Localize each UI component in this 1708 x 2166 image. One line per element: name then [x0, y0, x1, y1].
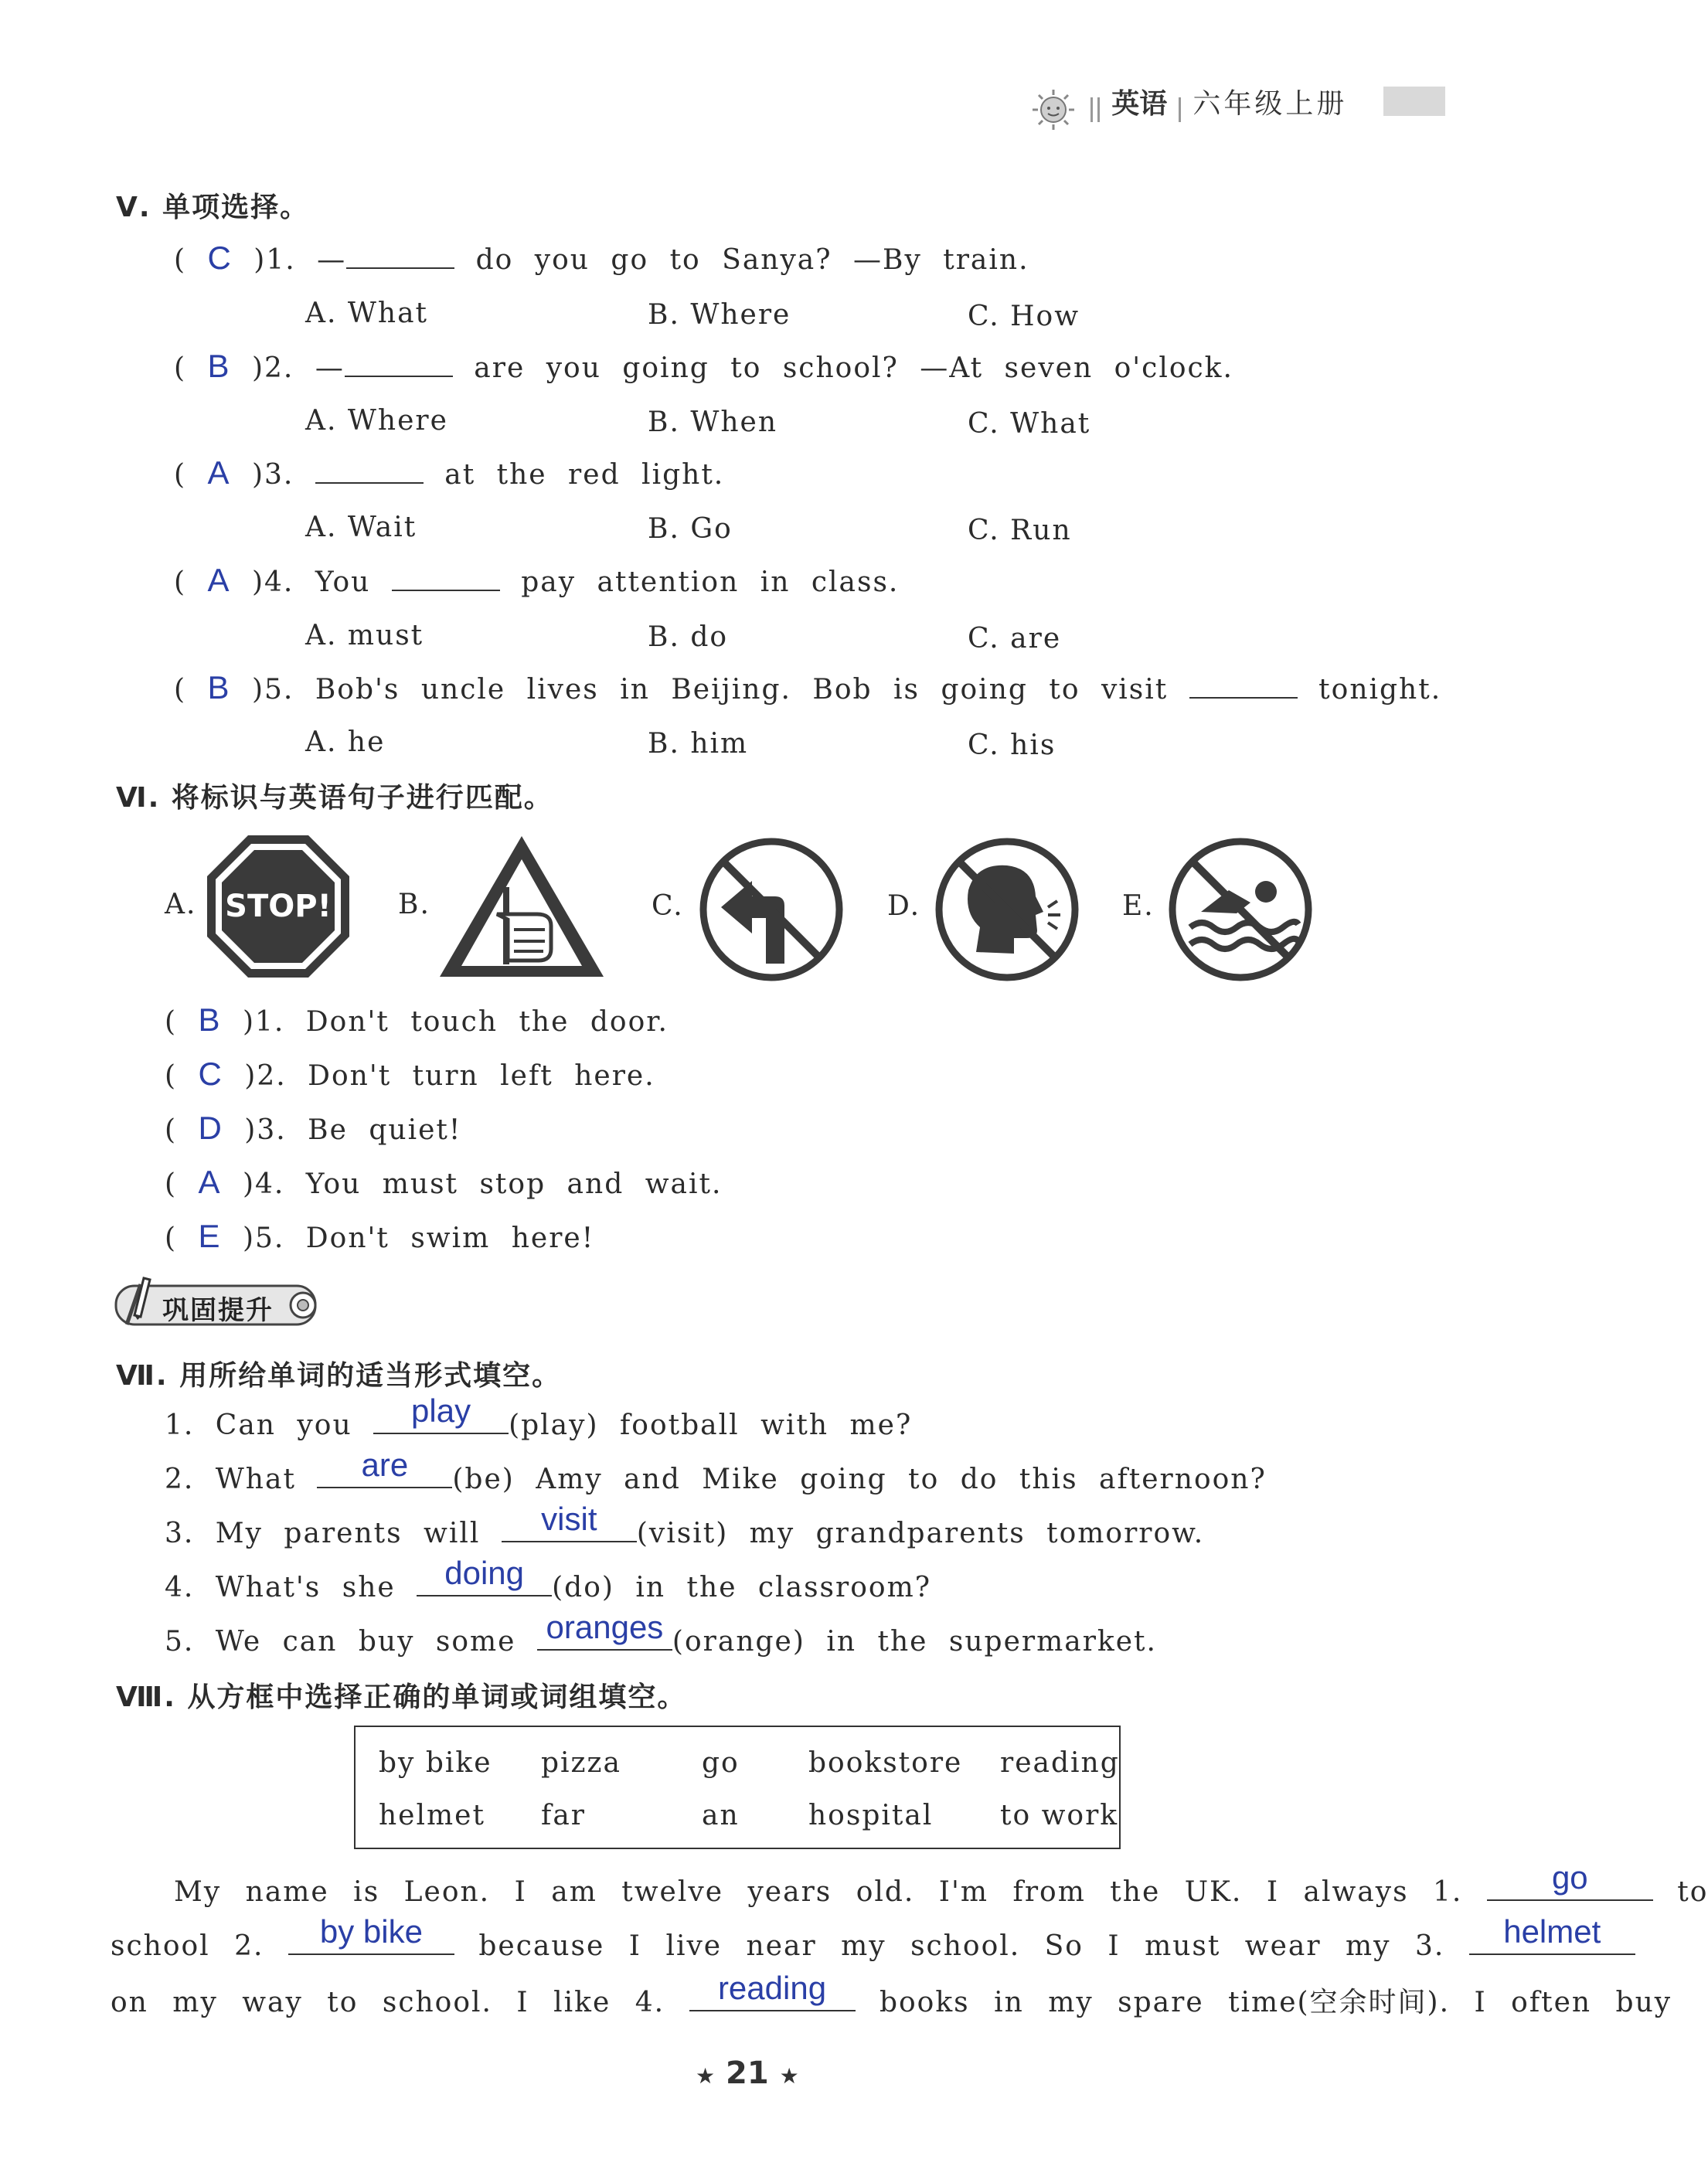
fill-prefix: 4. What's she: [165, 1572, 396, 1603]
subject-label: 英语: [1111, 88, 1168, 120]
match-item-2: ( C )2. Don't turn left here.: [165, 1056, 655, 1092]
sign-letter-c: C.: [652, 890, 684, 922]
question-number: )1.: [253, 244, 296, 276]
star-icon: ★: [779, 2063, 799, 2089]
answer: reading: [717, 1970, 827, 2006]
answer: helmet: [1503, 1913, 1601, 1950]
answer: by bike: [319, 1913, 423, 1950]
header-divider: [1090, 97, 1093, 122]
passage-text: school 2.: [111, 1930, 264, 1962]
header: [1028, 82, 1347, 131]
box-word: bookstore: [808, 1747, 963, 1779]
answer-blank: [502, 1501, 637, 1542]
section-8-title: Ⅷ. 从方框中选择正确的单词或词组填空。: [116, 1681, 687, 1713]
answer: C: [198, 1056, 223, 1092]
sun-logo-icon: [1028, 88, 1079, 131]
answer: oranges: [546, 1609, 664, 1645]
option-b: B. him: [648, 728, 749, 760]
answer: are: [361, 1447, 409, 1483]
fill-prefix: 2. What: [165, 1464, 296, 1495]
question-stem: at the red light.: [444, 459, 725, 491]
sign-letter-b: B.: [398, 889, 430, 920]
fill-item-1: [165, 1392, 913, 1441]
banner-label: 巩固提升: [162, 1295, 274, 1326]
option-b: B. Go: [648, 513, 733, 545]
option-a: A. must: [305, 620, 424, 651]
blank: [315, 456, 424, 484]
option-c: C. How: [968, 301, 1080, 332]
passage-text: My name is Leon. I am twelve years old. I'm from the UK. I always 1.: [174, 1876, 1463, 1908]
answer: visit: [541, 1501, 597, 1537]
blank: [346, 241, 454, 269]
question-stem: do you go to Sanya? —By train.: [475, 244, 1029, 276]
fill-prefix: 5. We can buy some: [165, 1626, 516, 1658]
header-divider: [1097, 97, 1100, 122]
option-b: B. do: [648, 621, 729, 653]
match-text: )4. You must stop and wait.: [242, 1168, 723, 1200]
box-word: hospital: [808, 1800, 934, 1831]
option-a: A. he: [305, 726, 386, 758]
sign-letter-a: A.: [165, 889, 197, 920]
answer: doing: [444, 1555, 525, 1591]
match-text: )2. Don't turn left here.: [244, 1060, 655, 1092]
answer-blank: [537, 1609, 672, 1651]
fill-suffix: (orange) in the supermarket.: [672, 1626, 1157, 1658]
question-stem: tonight.: [1318, 674, 1442, 706]
no-swimming-sign-icon: [1167, 836, 1314, 983]
match-text: )3. Be quiet!: [244, 1114, 462, 1146]
answer: C: [207, 240, 233, 276]
page-number: [696, 2055, 799, 2091]
fill-item-2: [165, 1447, 1267, 1495]
passage-text: to: [1677, 1876, 1708, 1908]
grade-label: 六年级上册: [1193, 88, 1348, 120]
fill-suffix: (play) football with me?: [509, 1409, 913, 1441]
passage-text: on my way to school. I like 4.: [111, 1987, 665, 2018]
mc-question-3: ( A )3. at the red light.: [174, 454, 725, 491]
option-a: A. Where: [305, 405, 448, 437]
box-word: pizza: [541, 1747, 621, 1779]
mc-question-4: ( A )4. You pay attention in class.: [174, 562, 900, 598]
answer-blank: [1469, 1913, 1635, 1955]
box-word: reading: [1000, 1747, 1120, 1779]
answer: A: [207, 562, 231, 598]
question-stem: Bob's uncle lives in Beijing. Bob is going to visit: [315, 674, 1169, 706]
passage-line-1: [174, 1859, 1708, 1908]
question-stem: pay attention in class.: [521, 566, 900, 598]
answer: A: [198, 1164, 222, 1200]
passage-line-2: [111, 1913, 1635, 1962]
answer-blank: [317, 1447, 452, 1488]
passage-text: books in my spare time(空余时间). I often buy: [879, 1987, 1672, 2018]
option-b: B. Where: [648, 299, 791, 331]
match-item-5: ( E )5. Don't swim here!: [165, 1218, 595, 1254]
match-item-1: ( B )1. Don't touch the door.: [165, 1001, 669, 1038]
question-number: )5.: [251, 674, 294, 706]
match-text: )5. Don't swim here!: [242, 1222, 595, 1254]
option-c: C. his: [968, 729, 1056, 761]
word-box: [354, 1726, 1121, 1849]
answer: B: [198, 1001, 222, 1038]
question-stem: You: [315, 566, 371, 598]
passage-line-3: [111, 1970, 1672, 2020]
answer: E: [198, 1218, 222, 1254]
section-banner: [116, 1283, 325, 1329]
blank: [392, 563, 500, 591]
no-talking-sign-icon: [934, 836, 1080, 983]
sign-letter-e: E.: [1122, 890, 1155, 922]
sign-letter-d: D.: [887, 890, 921, 922]
box-word: helmet: [379, 1800, 485, 1831]
fill-item-4: [165, 1555, 932, 1603]
fill-prefix: 1. Can you: [165, 1409, 352, 1441]
question-stem: —: [317, 244, 347, 276]
fill-item-5: [165, 1609, 1157, 1658]
fill-suffix: (be) Amy and Mike going to do this afternoon?: [452, 1464, 1267, 1495]
question-number: )3.: [251, 459, 294, 491]
fill-item-3: [165, 1501, 1205, 1549]
answer-blank: [288, 1913, 454, 1955]
fill-prefix: 3. My parents will: [165, 1518, 481, 1549]
section-5-title: Ⅴ. 单项选择。: [116, 192, 310, 223]
match-item-4: ( A )4. You must stop and wait.: [165, 1164, 723, 1200]
option-b: B. When: [648, 406, 778, 438]
stop-sign-icon: [205, 833, 352, 980]
fill-suffix: (do) in the classroom?: [552, 1572, 932, 1603]
option-a: A. What: [305, 298, 429, 329]
option-c: C. Run: [968, 515, 1072, 546]
star-icon: ★: [696, 2063, 716, 2089]
mc-question-5: ( B )5. Bob's uncle lives in Beijing. Bob is going to visit tonight.: [174, 669, 1442, 706]
answer: go: [1551, 1859, 1588, 1896]
answer-blank: [373, 1392, 509, 1434]
answer-blank: [689, 1970, 856, 2011]
match-item-3: ( D )3. Be quiet!: [165, 1110, 462, 1146]
box-word: far: [541, 1800, 586, 1831]
question-number: )2.: [251, 352, 294, 384]
answer: A: [207, 454, 231, 491]
question-stem: —: [315, 352, 345, 384]
answer-blank: [417, 1555, 552, 1596]
box-word: to work: [1000, 1800, 1119, 1831]
answer: B: [207, 669, 231, 706]
blank: [1189, 671, 1298, 699]
header-decor-bar: [1383, 87, 1445, 116]
header-divider: [1179, 97, 1181, 122]
box-word: by bike: [379, 1747, 492, 1779]
answer: B: [207, 348, 231, 384]
blank: [345, 349, 453, 377]
answer: play: [411, 1392, 471, 1429]
match-text: )1. Don't touch the door.: [242, 1006, 669, 1038]
box-word: go: [702, 1747, 740, 1779]
page-number-value: 21: [726, 2055, 769, 2091]
stop-sign-text: STOP!: [225, 889, 332, 924]
option-c: C. What: [968, 408, 1091, 440]
question-number: )4.: [251, 566, 294, 598]
no-touch-sign-icon: [437, 833, 607, 980]
box-word: an: [702, 1800, 740, 1831]
option-a: A. Wait: [305, 512, 417, 543]
mc-question-2: ( B )2. — are you going to school? —At seven o'clock.: [174, 348, 1233, 384]
section-6-title: Ⅵ. 将标识与英语句子进行匹配。: [116, 782, 553, 814]
answer: D: [198, 1110, 223, 1146]
fill-suffix: (visit) my grandparents tomorrow.: [636, 1518, 1205, 1549]
passage-text: because I live near my school. So I must wear my 3.: [478, 1930, 1445, 1962]
no-left-turn-sign-icon: [698, 836, 845, 983]
pencil-icon: [124, 1273, 155, 1320]
answer-blank: [1487, 1859, 1653, 1901]
question-stem: are you going to school? —At seven o'clock.: [474, 352, 1233, 384]
section-7-title: Ⅶ. 用所给单词的适当形式填空。: [116, 1360, 562, 1392]
mc-question-1: ( C )1. — do you go to Sanya? —By train.: [174, 240, 1029, 276]
option-c: C. are: [968, 623, 1062, 655]
